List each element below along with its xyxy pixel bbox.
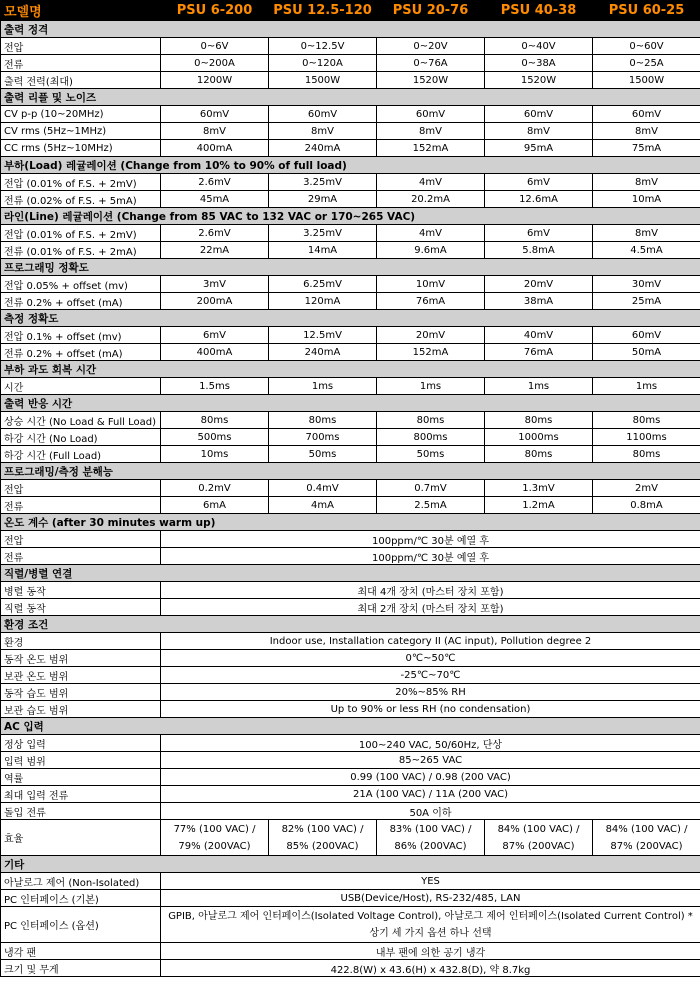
spec-row [1, 242, 700, 259]
spec-value-all-models: 0.99 (100 VAC) / 0.98 (200 VAC) [161, 769, 700, 786]
section-title: 출력 리플 및 노이즈 [1, 89, 700, 106]
spec-value: 152mA [377, 140, 485, 157]
spec-row [1, 480, 700, 497]
spec-value: 12.5mV [269, 327, 377, 344]
spec-row [1, 667, 700, 684]
spec-value: 400mA [161, 140, 269, 157]
spec-value: 0.8mA [593, 497, 700, 514]
spec-label: 전류 0.2% + offset (mA) [1, 293, 161, 310]
spec-row [1, 412, 700, 429]
spec-value: 60mV [593, 327, 700, 344]
spec-value: 1500W [593, 72, 700, 89]
section-title: 부하(Load) 레귤레이션 (Change from 10% to 90% of full load) [1, 157, 700, 174]
spec-row [1, 786, 700, 803]
section-header-row [1, 395, 700, 412]
spec-label: 전류 [1, 497, 161, 514]
spec-label: 크기 및 무게 [1, 960, 161, 977]
section-header-row [1, 514, 700, 531]
spec-value-all-models: 100ppm/℃ 30분 예열 후 [161, 531, 700, 548]
spec-value: 200mA [161, 293, 269, 310]
section-header-row [1, 21, 700, 38]
spec-value: 10mV [377, 276, 485, 293]
spec-row [1, 225, 700, 242]
spec-label: 시간 [1, 378, 161, 395]
spec-label: 보관 온도 범위 [1, 667, 161, 684]
spec-value: 3mV [161, 276, 269, 293]
spec-value-all-models: 내부 팬에 의한 공기 냉각 [161, 943, 700, 960]
spec-value: 1200W [161, 72, 269, 89]
spec-value: 50ms [269, 446, 377, 463]
spec-value: 29mA [269, 191, 377, 208]
spec-row [1, 907, 700, 943]
spec-row [1, 123, 700, 140]
spec-value: 0~40V [485, 38, 593, 55]
spec-label: 병렬 동작 [1, 582, 161, 599]
section-title: 출력 정격 [1, 21, 700, 38]
section-title: 프로그래밍 정확도 [1, 259, 700, 276]
spec-row [1, 701, 700, 718]
spec-value: 1.3mV [485, 480, 593, 497]
spec-value: 6mV [161, 327, 269, 344]
spec-label: 전압 (0.01% of F.S. + 2mV) [1, 225, 161, 242]
spec-value: 6mV [485, 225, 593, 242]
spec-value: 0~76A [377, 55, 485, 72]
section-header-row [1, 310, 700, 327]
spec-value: 120mA [269, 293, 377, 310]
spec-label: 직렬 동작 [1, 599, 161, 616]
spec-value: 1ms [485, 378, 593, 395]
spec-row [1, 191, 700, 208]
spec-value: 38mA [485, 293, 593, 310]
spec-label: 전압 (0.01% of F.S. + 2mV) [1, 174, 161, 191]
spec-value: 2.6mV [161, 225, 269, 242]
spec-value: 6.25mV [269, 276, 377, 293]
spec-row [1, 650, 700, 667]
spec-value: 0~38A [485, 55, 593, 72]
spec-value-all-models: 0℃~50℃ [161, 650, 700, 667]
section-header-row [1, 361, 700, 378]
spec-value: 20mV [485, 276, 593, 293]
spec-label: CC rms (5Hz~10MHz) [1, 140, 161, 157]
spec-row [1, 446, 700, 463]
spec-value: 40mV [485, 327, 593, 344]
spec-row [1, 378, 700, 395]
spec-value-all-models: 50A 이하 [161, 803, 700, 820]
section-title: 출력 반응 시간 [1, 395, 700, 412]
spec-label: 출력 전력(최대) [1, 72, 161, 89]
spec-value-all-models: 21A (100 VAC) / 11A (200 VAC) [161, 786, 700, 803]
spec-value: 60mV [377, 106, 485, 123]
spec-value: 5.8mA [485, 242, 593, 259]
spec-value: 76mA [485, 344, 593, 361]
spec-value: 1ms [593, 378, 700, 395]
spec-row [1, 769, 700, 786]
spec-value: 4mA [269, 497, 377, 514]
spec-value: 4mV [377, 225, 485, 242]
spec-value: 9.6mA [377, 242, 485, 259]
spec-value: 10mA [593, 191, 700, 208]
spec-label: PC 인터페이스 (옵션) [1, 907, 161, 943]
spec-value: 4.5mA [593, 242, 700, 259]
spec-value: 1520W [377, 72, 485, 89]
spec-value: 8mV [377, 123, 485, 140]
spec-value-all-models: 100~240 VAC, 50/60Hz, 단상 [161, 735, 700, 752]
section-title: 직렬/병렬 연결 [1, 565, 700, 582]
spec-label: 최대 입력 전류 [1, 786, 161, 803]
spec-row [1, 752, 700, 769]
spec-value-all-models: Indoor use, Installation category II (AC input), Pollution degree 2 [161, 633, 700, 650]
spec-value: 500ms [161, 429, 269, 446]
spec-value: 2mV [593, 480, 700, 497]
spec-row [1, 55, 700, 72]
spec-value: 0~6V [161, 38, 269, 55]
spec-row [1, 599, 700, 616]
spec-value: 240mA [269, 140, 377, 157]
spec-value: 22mA [161, 242, 269, 259]
spec-table-body [1, 1, 700, 977]
spec-value: 1.2mA [485, 497, 593, 514]
spec-value: 60mV [593, 106, 700, 123]
section-title: 온도 계수 (after 30 minutes warm up) [1, 514, 700, 531]
spec-label: 효율 [1, 820, 161, 856]
spec-value: 0~200A [161, 55, 269, 72]
spec-value: 60mV [269, 106, 377, 123]
spec-row [1, 633, 700, 650]
spec-row [1, 960, 700, 977]
spec-value: 8mV [161, 123, 269, 140]
section-header-row [1, 463, 700, 480]
spec-value: 0~12.5V [269, 38, 377, 55]
spec-row [1, 548, 700, 565]
spec-row [1, 684, 700, 701]
spec-value-all-models: Up to 90% or less RH (no condensation) [161, 701, 700, 718]
section-header-row [1, 616, 700, 633]
spec-row [1, 174, 700, 191]
spec-row [1, 140, 700, 157]
spec-value: 12.6mA [485, 191, 593, 208]
spec-value: 1.5ms [161, 378, 269, 395]
spec-value: 14mA [269, 242, 377, 259]
spec-label: 전류 (0.02% of F.S. + 5mA) [1, 191, 161, 208]
spec-row [1, 293, 700, 310]
spec-value: 700ms [269, 429, 377, 446]
spec-value: 80ms [593, 412, 700, 429]
section-title: 라인(Line) 레귤레이션 (Change from 85 VAC to 132 VAC or 170~265 VAC) [1, 208, 700, 225]
spec-value: 0.7mV [377, 480, 485, 497]
spec-value: 77% (100 VAC) / 79% (200VAC) [161, 820, 269, 856]
spec-label: 정상 입력 [1, 735, 161, 752]
spec-row [1, 943, 700, 960]
spec-label: 전류 0.2% + offset (mA) [1, 344, 161, 361]
spec-row [1, 582, 700, 599]
section-header-row [1, 718, 700, 735]
model-psu-20-76: PSU 20-76 [377, 1, 485, 21]
spec-value-all-models: 최대 2개 장치 (마스터 장치 포함) [161, 599, 700, 616]
spec-value: 76mA [377, 293, 485, 310]
spec-label: 동작 온도 범위 [1, 650, 161, 667]
spec-value: 8mV [593, 123, 700, 140]
spec-value: 50ms [377, 446, 485, 463]
spec-row [1, 38, 700, 55]
model-psu-12-5-120: PSU 12.5-120 [269, 1, 377, 21]
spec-label: 전압 [1, 480, 161, 497]
spec-value: 2.6mV [161, 174, 269, 191]
spec-row [1, 276, 700, 293]
spec-value: 20mV [377, 327, 485, 344]
section-header-row [1, 89, 700, 106]
spec-value: 1520W [485, 72, 593, 89]
spec-value: 3.25mV [269, 174, 377, 191]
spec-label: PC 인터페이스 (기본) [1, 890, 161, 907]
spec-value: 82% (100 VAC) / 85% (200VAC) [269, 820, 377, 856]
spec-value: 8mV [485, 123, 593, 140]
spec-value: 95mA [485, 140, 593, 157]
spec-value: 6mA [161, 497, 269, 514]
section-header-row [1, 856, 700, 873]
spec-value: 240mA [269, 344, 377, 361]
spec-value-all-models: USB(Device/Host), RS-232/485, LAN [161, 890, 700, 907]
spec-label: 전압 0.05% + offset (mv) [1, 276, 161, 293]
model-psu-60-25: PSU 60-25 [593, 1, 700, 21]
spec-value: 0~60V [593, 38, 700, 55]
spec-label: 입력 범위 [1, 752, 161, 769]
spec-value: 1ms [377, 378, 485, 395]
spec-value: 75mA [593, 140, 700, 157]
spec-value-all-models: 422.8(W) x 43.6(H) x 432.8(D), 약 8.7kg [161, 960, 700, 977]
spec-value: 1ms [269, 378, 377, 395]
spec-row [1, 531, 700, 548]
section-header-row [1, 259, 700, 276]
spec-label: 하강 시간 (No Load) [1, 429, 161, 446]
header-row [1, 1, 700, 21]
section-header-row [1, 208, 700, 225]
spec-value: 0~120A [269, 55, 377, 72]
spec-value: 152mA [377, 344, 485, 361]
spec-label: 환경 [1, 633, 161, 650]
spec-value: 80ms [593, 446, 700, 463]
spec-value-all-models: -25℃~70℃ [161, 667, 700, 684]
section-title: 부하 과도 회복 시간 [1, 361, 700, 378]
spec-label: 전압 [1, 38, 161, 55]
spec-value: 25mA [593, 293, 700, 310]
section-header-row [1, 565, 700, 582]
spec-row [1, 429, 700, 446]
spec-label: 역률 [1, 769, 161, 786]
spec-value: 4mV [377, 174, 485, 191]
spec-label: CV rms (5Hz~1MHz) [1, 123, 161, 140]
spec-value: 8mV [269, 123, 377, 140]
spec-row [1, 735, 700, 752]
spec-value-all-models: 85~265 VAC [161, 752, 700, 769]
spec-row [1, 327, 700, 344]
spec-value: 3.25mV [269, 225, 377, 242]
spec-label: 전압 [1, 531, 161, 548]
spec-value: 1000ms [485, 429, 593, 446]
model-psu-6-200: PSU 6-200 [161, 1, 269, 21]
spec-label: 하강 시간 (Full Load) [1, 446, 161, 463]
spec-value: 0.4mV [269, 480, 377, 497]
model-header: 모델명 [1, 1, 161, 21]
spec-value: 60mV [161, 106, 269, 123]
section-title: 프로그래밍/측정 분해능 [1, 463, 700, 480]
spec-label: 냉각 팬 [1, 943, 161, 960]
spec-label: 전류 [1, 548, 161, 565]
spec-label: 동작 습도 범위 [1, 684, 161, 701]
spec-value: 80ms [485, 412, 593, 429]
spec-value: 80ms [377, 412, 485, 429]
spec-row [1, 803, 700, 820]
spec-value-all-models: GPIB, 아날로그 제어 인터페이스(Isolated Voltage Control), 아날로그 제어 인터페이스(Isolated Current Control) * 상기 세 가지 옵션 하나 선택 [161, 907, 700, 943]
model-psu-40-38: PSU 40-38 [485, 1, 593, 21]
spec-value: 800ms [377, 429, 485, 446]
spec-value: 60mV [485, 106, 593, 123]
spec-value: 400mA [161, 344, 269, 361]
spec-label: 돌입 전류 [1, 803, 161, 820]
spec-row [1, 820, 700, 856]
spec-value-all-models: 20%~85% RH [161, 684, 700, 701]
spec-value: 8mV [593, 225, 700, 242]
spec-label: 전류 (0.01% of F.S. + 2mA) [1, 242, 161, 259]
spec-label: CV p-p (10~20MHz) [1, 106, 161, 123]
spec-value: 80ms [485, 446, 593, 463]
spec-value: 83% (100 VAC) / 86% (200VAC) [377, 820, 485, 856]
spec-value: 80ms [269, 412, 377, 429]
spec-row [1, 344, 700, 361]
spec-label: 전압 0.1% + offset (mv) [1, 327, 161, 344]
spec-value: 30mV [593, 276, 700, 293]
spec-value: 84% (100 VAC) / 87% (200VAC) [485, 820, 593, 856]
section-title: 기타 [1, 856, 700, 873]
spec-value-all-models: 100ppm/℃ 30분 예열 후 [161, 548, 700, 565]
spec-value: 2.5mA [377, 497, 485, 514]
spec-value: 1500W [269, 72, 377, 89]
spec-row [1, 72, 700, 89]
spec-value: 6mV [485, 174, 593, 191]
spec-value: 10ms [161, 446, 269, 463]
spec-label: 보관 습도 범위 [1, 701, 161, 718]
spec-value: 50mA [593, 344, 700, 361]
spec-value: 0~20V [377, 38, 485, 55]
spec-value: 8mV [593, 174, 700, 191]
spec-row [1, 873, 700, 890]
spec-label: 아날로그 제어 (Non-Isolated) [1, 873, 161, 890]
spec-row [1, 497, 700, 514]
section-title: AC 입력 [1, 718, 700, 735]
section-header-row [1, 157, 700, 174]
spec-value-all-models: 최대 4개 장치 (마스터 장치 포함) [161, 582, 700, 599]
spec-row [1, 106, 700, 123]
spec-value: 20.2mA [377, 191, 485, 208]
spec-value-all-models: YES [161, 873, 700, 890]
spec-value: 0~25A [593, 55, 700, 72]
section-title: 환경 조건 [1, 616, 700, 633]
spec-label: 전류 [1, 55, 161, 72]
spec-value: 45mA [161, 191, 269, 208]
spec-value: 0.2mV [161, 480, 269, 497]
spec-value: 80ms [161, 412, 269, 429]
spec-value: 1100ms [593, 429, 700, 446]
spec-row [1, 890, 700, 907]
section-title: 측정 정확도 [1, 310, 700, 327]
spec-label: 상승 시간 (No Load & Full Load) [1, 412, 161, 429]
spec-value: 84% (100 VAC) / 87% (200VAC) [593, 820, 700, 856]
